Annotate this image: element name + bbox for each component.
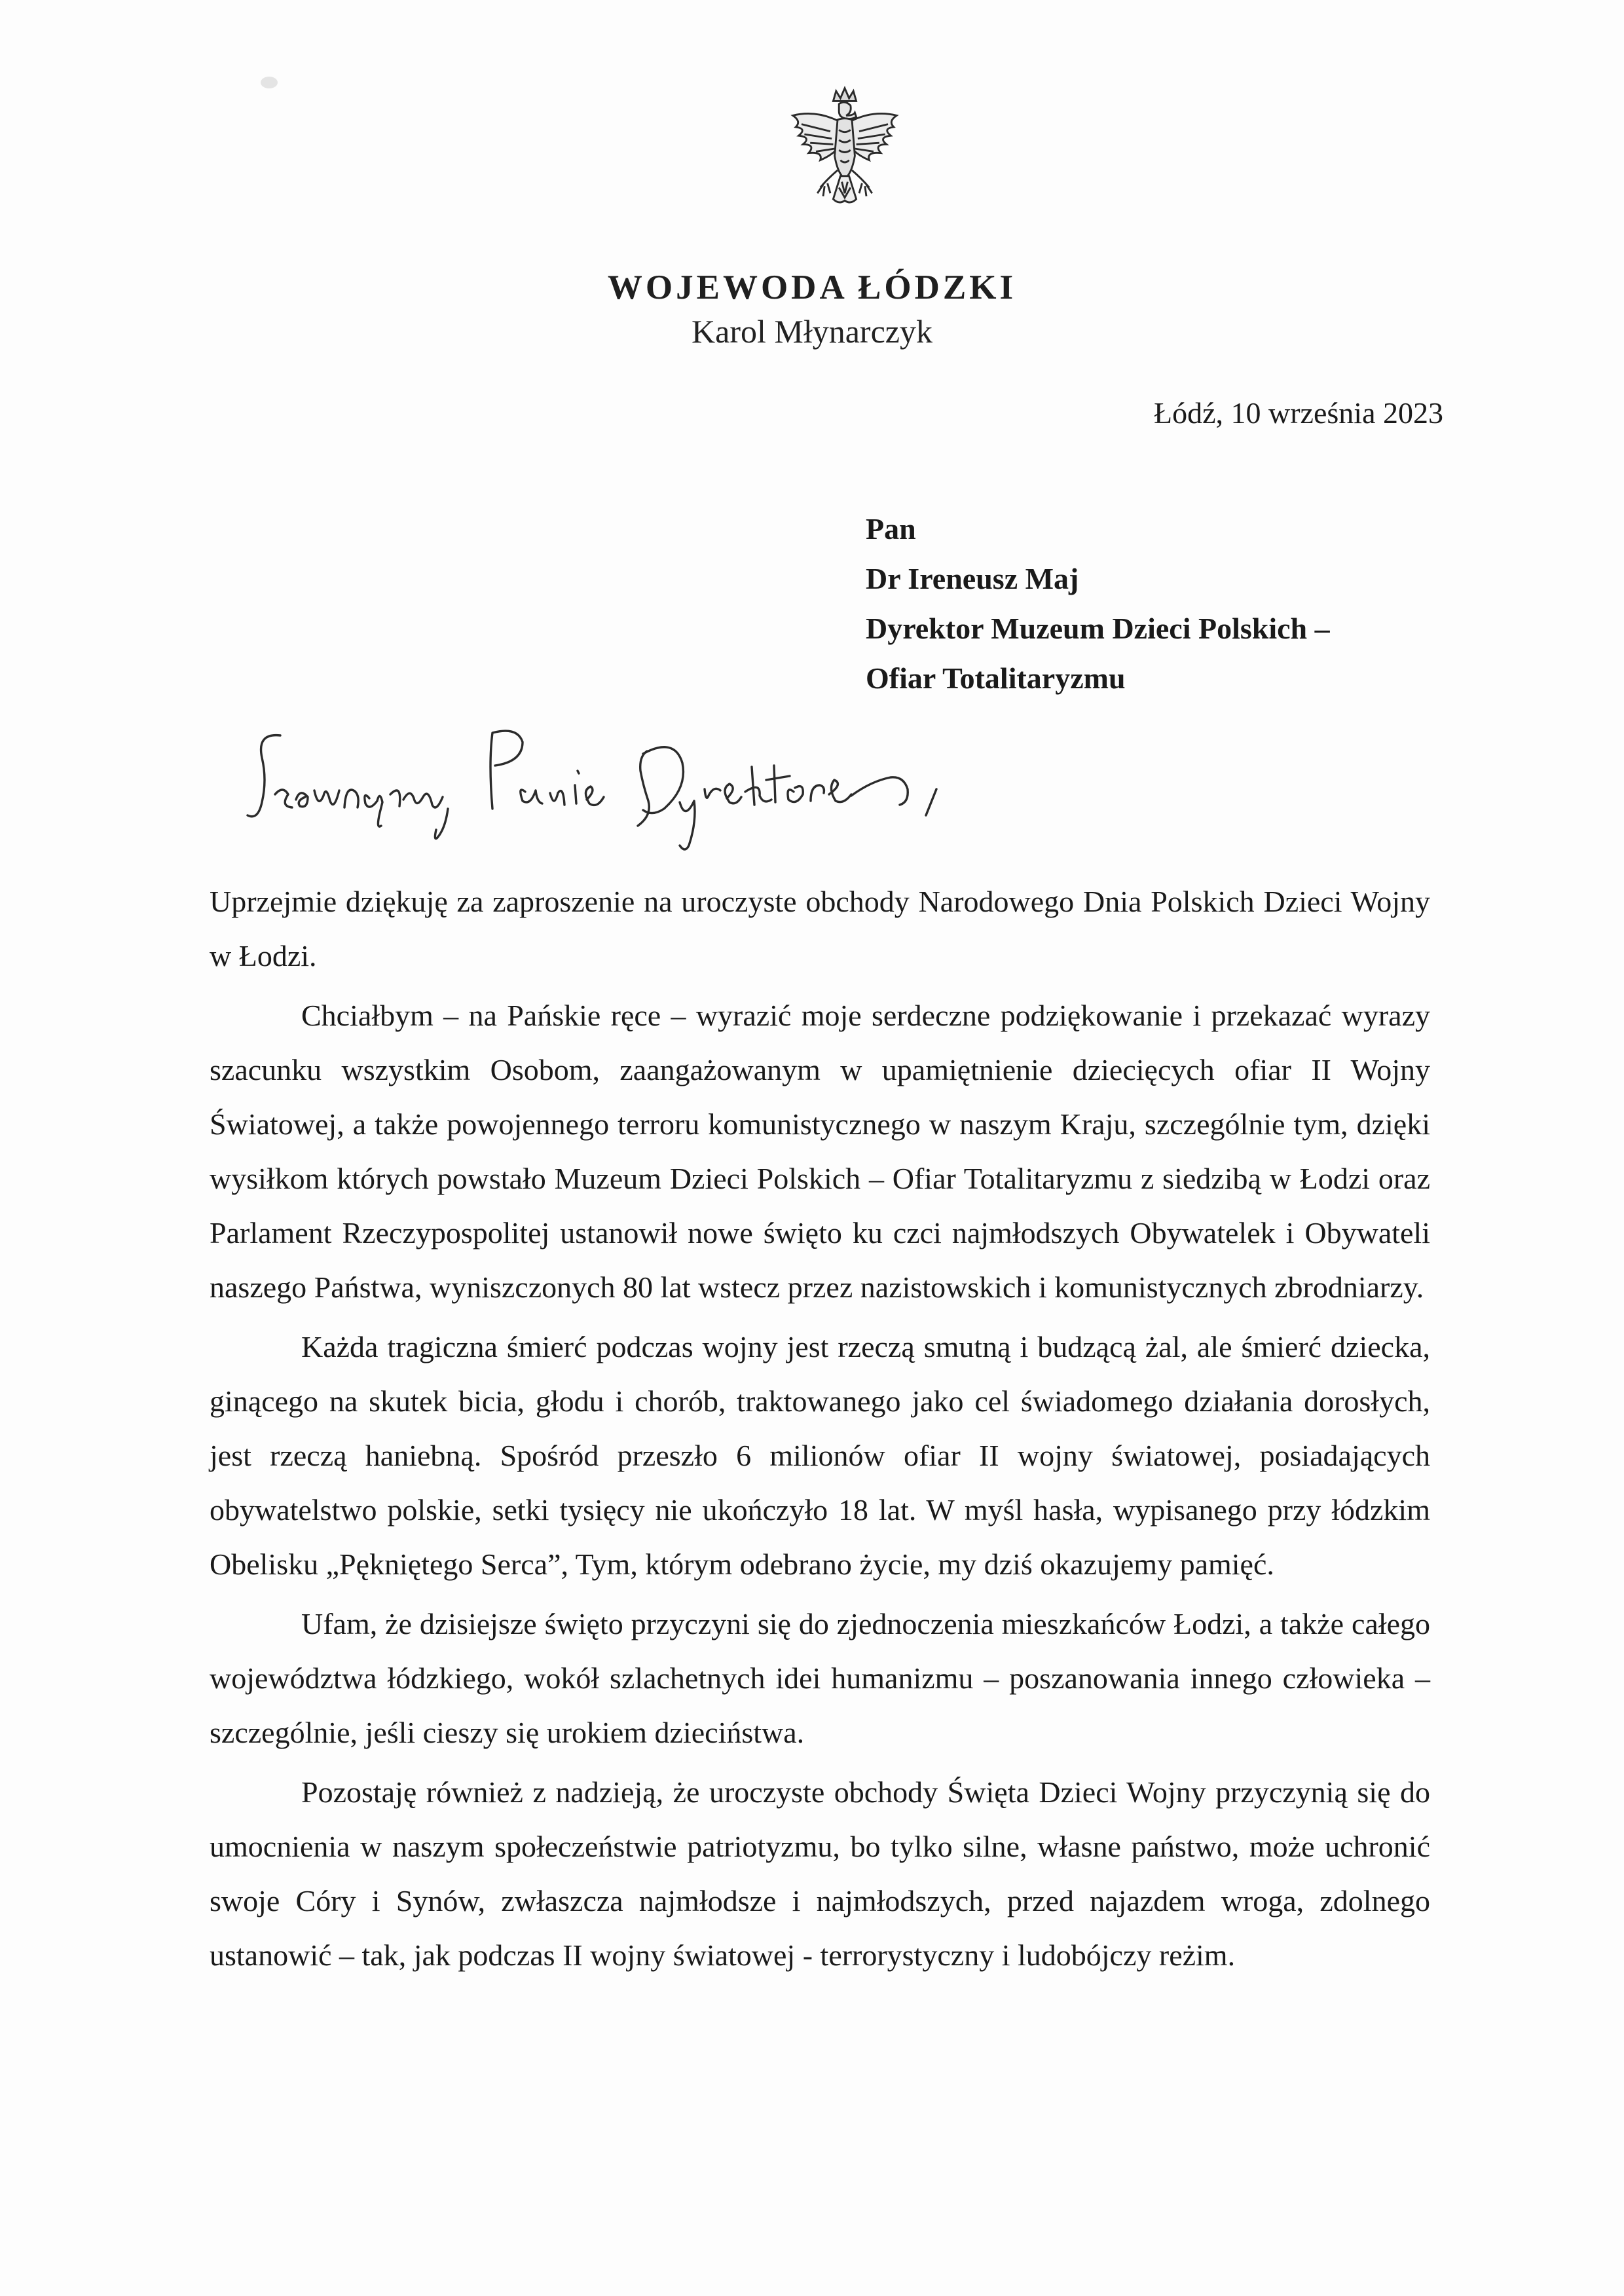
scan-speck xyxy=(261,77,278,88)
recipient-line: Dyrektor Muzeum Dzieci Polskich – xyxy=(866,612,1330,645)
body-paragraph: Ufam, że dzisiejsze święto przyczyni się do zjednoczenia mieszkańców Łodzi, a także całego województwa łódzkiego, wokół szlachetnych idei humanizmu – poszanowania innego człowieka – szczególnie, jeśli cieszy się urokiem dzieciństwa. xyxy=(210,1607,1430,1749)
polish-eagle-emblem-icon xyxy=(773,84,917,228)
recipient-block xyxy=(866,504,1330,703)
letter-body xyxy=(210,874,1430,1982)
official-name: Karol Młynarczyk xyxy=(692,313,932,350)
letterhead xyxy=(0,265,1624,353)
recipient-line: Pan xyxy=(866,512,916,546)
office-title: WOJEWODA ŁÓDZKI xyxy=(607,268,1017,306)
recipient-line: Dr Ireneusz Maj xyxy=(866,562,1079,595)
recipient-line: Ofiar Totalitaryzmu xyxy=(866,661,1126,695)
body-paragraph: Każda tragiczna śmierć podczas wojny jest rzeczą smutną i budzącą żal, ale śmierć dziecka, ginącego na skutek bicia, głodu i chorób, traktowanego jako cel świadomego działania dorosłych, jest rzeczą haniebną. Spośród przeszło 6 milionów ofiar II wojny światowej, posiadających obywatelstwo polskie, setki tysięcy nie ukończyło 18 lat. W myśl hasła, wypisanego przy łódzkim Obelisku „Pękniętego Serca”, Tym, którym odebrano życie, my dziś okazujemy pamięć. xyxy=(210,1330,1430,1581)
body-paragraph: Chciałbym – na Pańskie ręce – wyrazić moje serdeczne podziękowanie i przekazać wyrazy szacunku wszystkim Osobom, zaangażowanym w upamiętnienie dziecięcych ofiar II Wojny Światowej, a także powojennego terroru komunistycznego w naszym Kraju, szczególnie tym, dzięki wysiłkom których powstało Muzeum Dzieci Polskich – Ofiar Totalitaryzmu z siedzibą w Łodzi oraz Parlament Rzeczypospolitej ustanowił nowe święto ku czci najmłodszych Obywatelek i Obywateli naszego Państwa, wyniszczonych 80 lat wstecz przez nazistowskich i komunistycznych zbrodniarzy. xyxy=(210,999,1430,1304)
place-date: Łódź, 10 września 2023 xyxy=(1154,396,1443,430)
body-paragraph: Pozostaję również z nadzieją, że uroczyste obchody Święta Dzieci Wojny przyczynią się do umocnienia w naszym społeczeństwie patriotyzmu, bo tylko silne, własne państwo, może uchronić swoje Córy i Synów, zwłaszcza najmłodsze i najmłodszych, przed najazdem wroga, zdolnego ustanowić – tak, jak podczas II wojny światowej - terrorystyczny i ludobójczy reżim. xyxy=(210,1775,1430,1972)
handwritten-salutation xyxy=(242,717,1080,887)
body-paragraph: Uprzejmie dziękuję za zaproszenie na uroczyste obchody Narodowego Dnia Polskich Dzieci Wojny w Łodzi. xyxy=(210,885,1430,972)
